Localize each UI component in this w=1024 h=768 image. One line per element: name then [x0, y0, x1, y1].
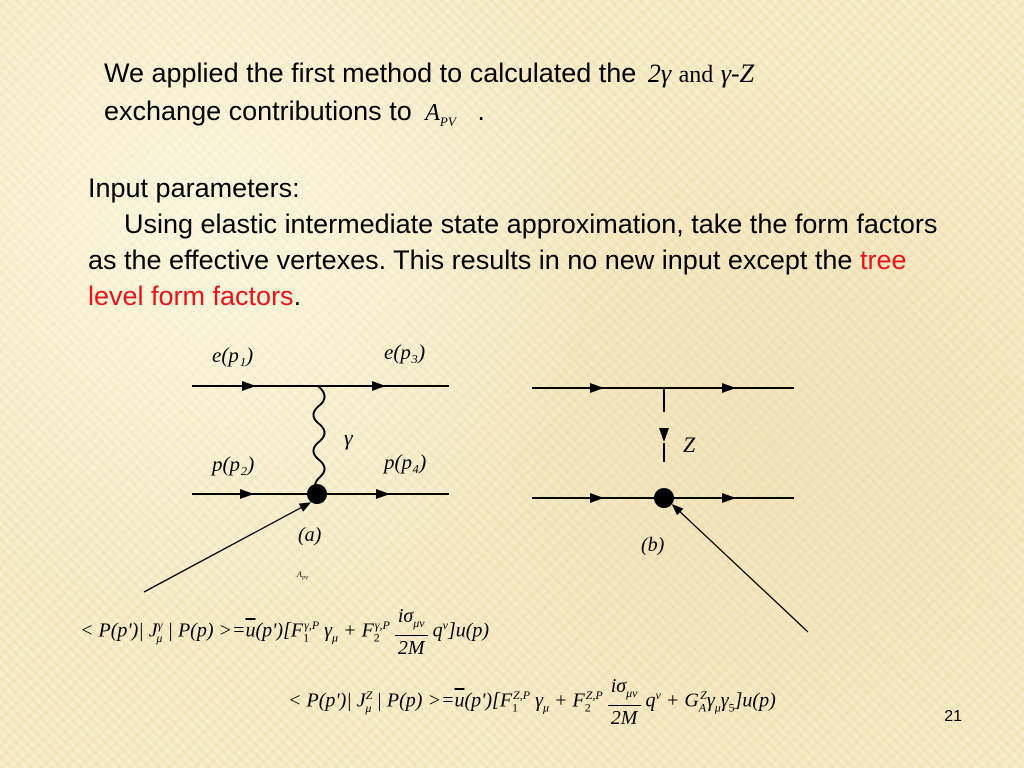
math-gamma-z: γ-Z: [720, 59, 755, 88]
math-and: and: [678, 62, 714, 88]
intro-period: .: [477, 96, 485, 126]
label-e-p1: e(p₁): [212, 343, 254, 367]
label-gamma: γ: [344, 425, 353, 450]
z-arrow: [659, 428, 669, 442]
label-diagram-a: (a): [298, 524, 322, 546]
equation-z-vertex: < P(p')| $J^Z_\mu$ | $P(p) >=\overline{u}(p')[F_1^{Z,P}$ $\gamma_\mu + F_2^{Z,P}$ $\frac{i\sigma_{\mu\nu}}{2M}$ $q^\nu + G_A^Z\gamma_\mu\gamma_5]u(p)$: [288, 675, 776, 729]
electron-arrow-out-a: [372, 381, 386, 391]
equation-photon-vertex: < P(p')| $J^\gamma_\mu$ | $P(p) >=\overline{u}(p')[F_1^{\gamma,P}$ $\gamma_\mu + F_2^{\gamma,P}$ $\frac{i\sigma_{\mu\nu}}{2M}$ $q^\nu]u(p)$: [80, 605, 490, 659]
math-2gamma: 2γ: [647, 59, 672, 88]
label-e-p3: e(p₃): [384, 340, 426, 364]
fraction-sigma-2m-z: $\frac{i\sigma_{\mu\nu}}{2M}$: [608, 676, 641, 728]
input-heading: Input parameters:: [88, 173, 300, 203]
label-p-p2: p(p₂): [212, 452, 255, 476]
pointer-arrow-a: [144, 505, 306, 592]
diagram-b: [532, 383, 808, 632]
photon-propagator: [313, 386, 324, 492]
fraction-sigma-2m: $\frac{i\sigma_{\mu\nu}}{2M}$: [395, 606, 428, 658]
intro-line2: exchange contributions to: [104, 96, 412, 126]
page-number: 21: [944, 708, 962, 725]
diagram-a: [144, 381, 449, 592]
electron-arrow-in-a: [242, 381, 256, 391]
form-factor-vertex-a: [307, 484, 327, 504]
tiny-apv-label: $A_{PV}$: [297, 570, 308, 582]
input-period: .: [293, 281, 302, 311]
intro-line1: We applied the first method to calculated the: [104, 58, 637, 88]
proton-arrow-in-a: [240, 489, 254, 499]
label-p-p4: p(p₄): [384, 450, 427, 474]
electron-arrow-out-b: [722, 383, 736, 393]
proton-arrow-in-b: [590, 493, 604, 503]
proton-arrow-out-b: [722, 493, 736, 503]
proton-arrow-out-a: [376, 489, 390, 499]
label-z: Z: [683, 432, 696, 457]
pointer-arrow-b: [676, 508, 808, 632]
electron-arrow-in-b: [590, 383, 604, 393]
input-body: Using elastic intermediate state approximation, take the form factors as the effective vertexes. This results in no new input except the: [88, 209, 938, 275]
apv-symbol: $A_{PV}$: [425, 100, 456, 129]
tree-level-form-factors: tree level form factors: [88, 245, 907, 311]
label-diagram-b: (b): [641, 534, 665, 556]
form-factor-vertex-b: [654, 488, 674, 508]
